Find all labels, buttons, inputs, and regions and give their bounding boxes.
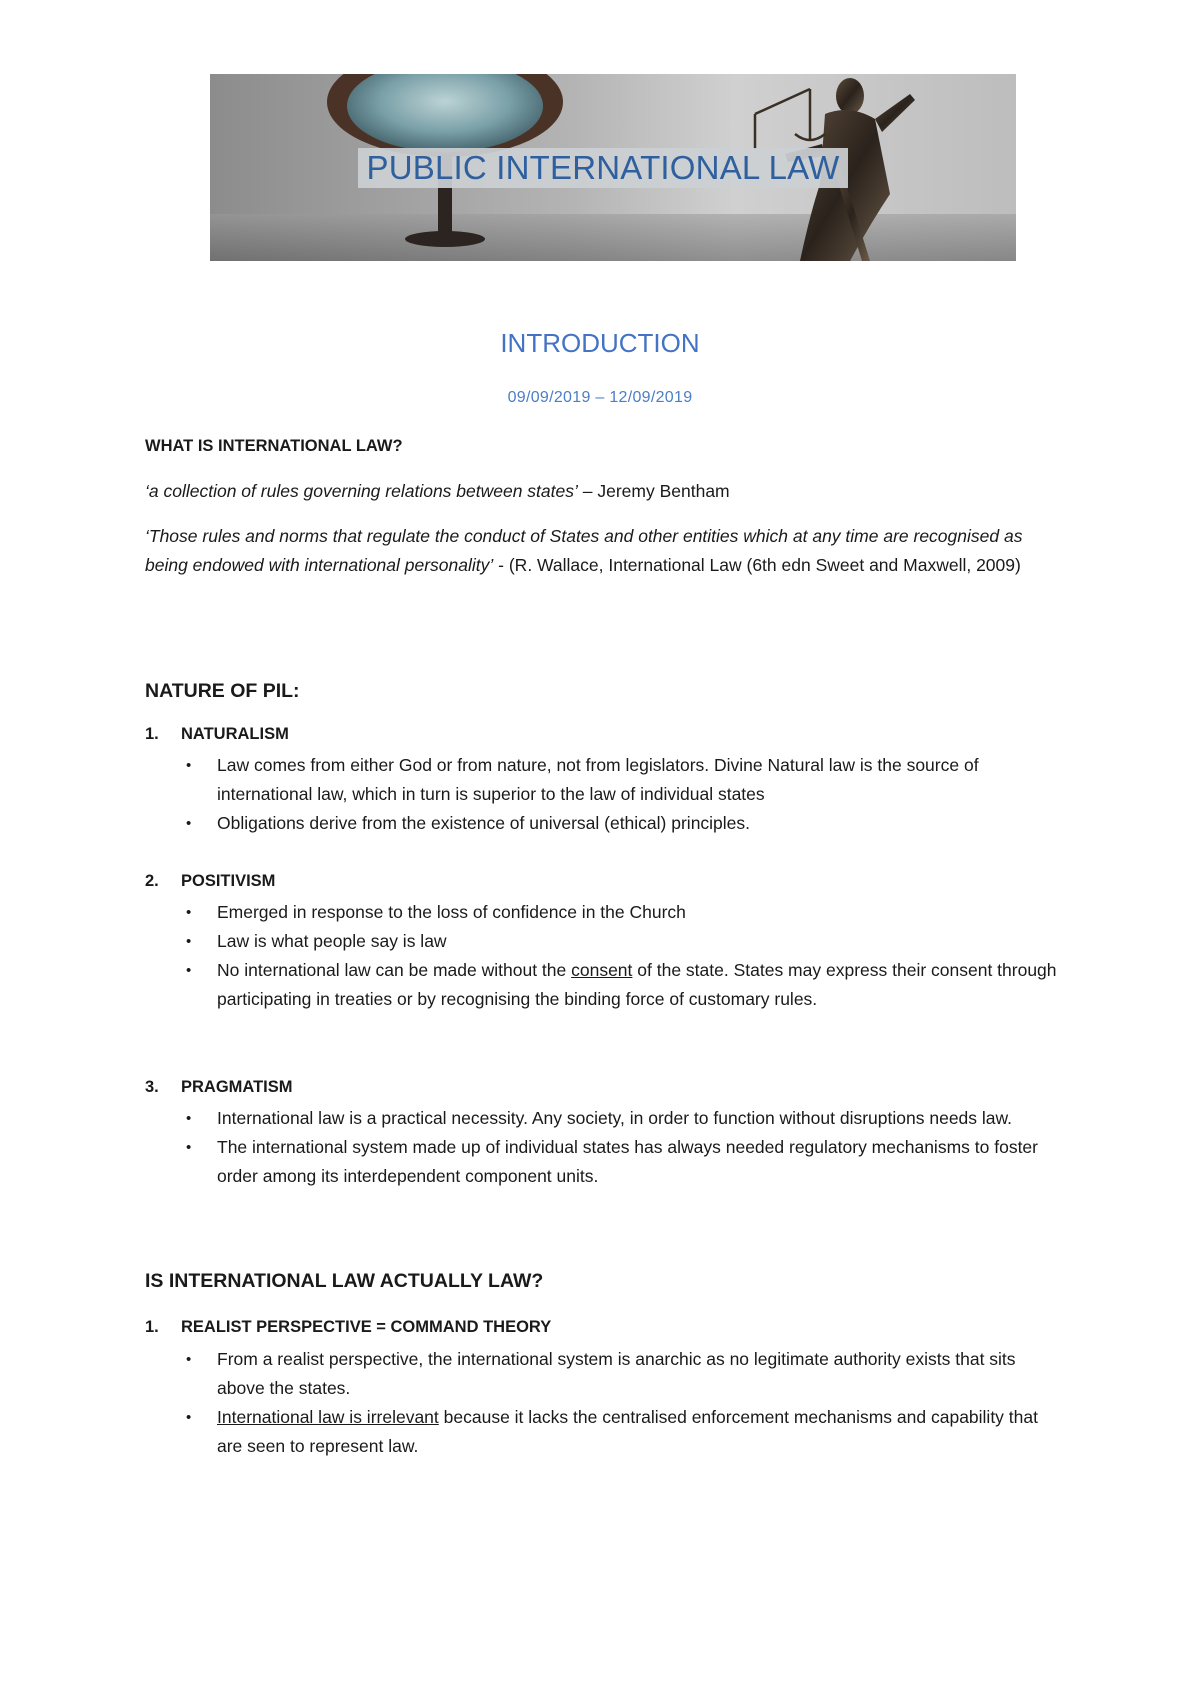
banner-title-box xyxy=(358,148,848,188)
bullet-dot: • xyxy=(186,815,192,832)
wallace-quote xyxy=(145,522,1065,580)
list-item-text: Law is what people say is law xyxy=(217,931,447,951)
pragmatism-title: PRAGMATISM xyxy=(181,1078,293,1096)
irrelevant-underlined: International law is irrelevant xyxy=(217,1407,439,1427)
pragmatism-bullets xyxy=(182,1104,1062,1191)
pragmatism-number: 3. xyxy=(145,1078,159,1096)
realist-title: REALIST PERSPECTIVE = COMMAND THEORY xyxy=(181,1318,552,1336)
list-item xyxy=(182,1133,1062,1191)
list-item xyxy=(182,751,1062,809)
bullet-dot: • xyxy=(186,933,192,950)
bentham-quote-author: – Jeremy Bentham xyxy=(577,481,730,501)
list-item-text: Emerged in response to the loss of confidence in the Church xyxy=(217,902,686,922)
list-item xyxy=(182,956,1062,1014)
bullet-dot: • xyxy=(186,1139,192,1156)
list-item xyxy=(182,809,1062,838)
naturalism-number: 1. xyxy=(145,725,159,743)
positivism-bullets xyxy=(182,898,1062,1014)
positivism-number: 2. xyxy=(145,872,159,890)
wallace-quote-source: - (R. Wallace, International Law (6th edn Sweet and Maxwell, 2009) xyxy=(493,555,1021,575)
positivism-item xyxy=(145,872,275,891)
realist-bullets xyxy=(182,1345,1062,1461)
bullet-dot: • xyxy=(186,904,192,921)
list-item xyxy=(182,1104,1062,1133)
list-item-text: Obligations derive from the existence of universal (ethical) principles. xyxy=(217,813,751,833)
pragmatism-item xyxy=(145,1078,293,1097)
consent-underlined: consent xyxy=(571,960,633,980)
bentham-quote xyxy=(145,477,1065,506)
bullet-dot: • xyxy=(186,757,192,774)
list-item xyxy=(182,927,1062,956)
bullet-dot: • xyxy=(186,962,192,979)
introduction-heading: INTRODUCTION xyxy=(500,328,700,358)
realist-perspective-item xyxy=(145,1318,551,1337)
naturalism-item xyxy=(145,725,289,744)
naturalism-bullets xyxy=(182,751,1062,838)
list-item-text-post: because it lacks the centralised enforcement mechanisms and capability that are seen to represent law. xyxy=(217,1407,1038,1456)
bullet-dot: • xyxy=(186,1110,192,1127)
list-item-text: Law comes from either God or from nature, not from legislators. Divine Natural law is the source of international law, which in turn is superior to the law of individual states xyxy=(217,755,979,804)
list-item-text: The international system made up of individual states has always needed regulatory mechanisms to foster order among its interdependent component units. xyxy=(217,1137,1038,1186)
bentham-quote-text: ‘a collection of rules governing relations between states’ xyxy=(145,481,578,501)
bullet-dot: • xyxy=(186,1409,192,1426)
positivism-title: POSITIVISM xyxy=(181,872,276,890)
banner-title: PUBLIC INTERNATIONAL LAW xyxy=(366,149,840,186)
actually-law-heading: IS INTERNATIONAL LAW ACTUALLY LAW? xyxy=(145,1270,544,1292)
wallace-quote-text: ‘Those rules and norms that regulate the conduct of States and other entities which at any time are recognised as being endowed with international personality’ xyxy=(145,526,1023,575)
list-item xyxy=(182,898,1062,927)
list-item-text: From a realist perspective, the international system is anarchic as no legitimate authority exists that sits above the states. xyxy=(217,1349,1016,1398)
realist-number: 1. xyxy=(145,1318,159,1336)
header-banner xyxy=(210,74,1016,261)
nature-of-pil-heading: NATURE OF PIL: xyxy=(145,680,300,702)
bullet-dot: • xyxy=(186,1351,192,1368)
introduction-date-range: 09/09/2019 – 12/09/2019 xyxy=(507,389,693,406)
list-item xyxy=(182,1403,1062,1461)
list-item-text-post: of the state. States may express their consent through participating in treaties or by recognising the binding force of customary rules. xyxy=(217,960,1057,1009)
list-item-text: International law is a practical necessity. Any society, in order to function without disruptions needs law. xyxy=(217,1108,1013,1128)
naturalism-title: NATURALISM xyxy=(181,725,289,743)
what-is-heading: WHAT IS INTERNATIONAL LAW? xyxy=(145,437,403,455)
list-item-text-pre: No international law can be made without the xyxy=(217,960,572,980)
list-item xyxy=(182,1345,1062,1403)
